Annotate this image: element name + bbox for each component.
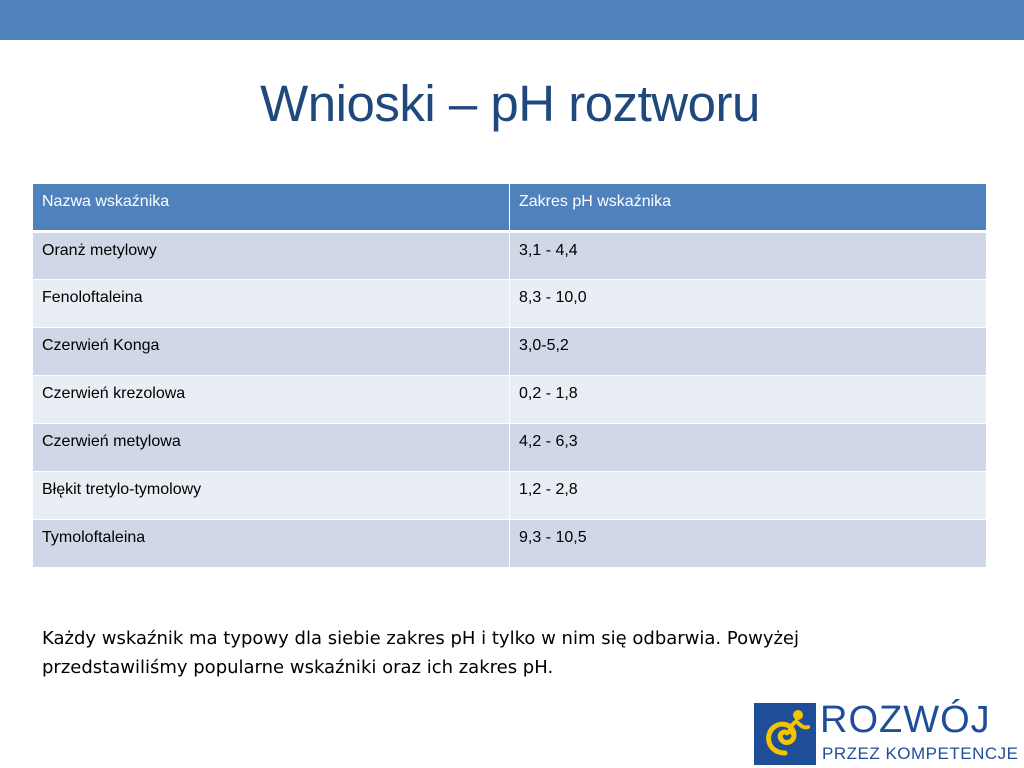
indicator-table-container xyxy=(32,183,986,568)
table-row xyxy=(33,472,987,520)
indicator-name-cell: Czerwień krezolowa xyxy=(33,376,510,424)
ph-range-cell: 3,0-5,2 xyxy=(510,328,987,376)
column-header-name: Nazwa wskaźnika xyxy=(33,184,510,232)
top-accent-bar xyxy=(0,0,1024,40)
rozwoj-logo xyxy=(754,698,1024,768)
logo-subtitle: PRZEZ KOMPETENCJE xyxy=(822,744,1019,763)
ph-range-cell: 3,1 - 4,4 xyxy=(510,232,987,280)
table-row xyxy=(33,328,987,376)
indicator-name-cell: Tymoloftaleina xyxy=(33,520,510,568)
table-row xyxy=(33,424,987,472)
ph-range-cell: 0,2 - 1,8 xyxy=(510,376,987,424)
table-row xyxy=(33,232,987,280)
ph-range-cell: 1,2 - 2,8 xyxy=(510,472,987,520)
indicator-table xyxy=(32,183,987,568)
column-header-range: Zakres pH wskaźnika xyxy=(510,184,987,232)
indicator-name-cell: Oranż metylowy xyxy=(33,232,510,280)
spiral-figure-logo-icon xyxy=(754,703,816,765)
table-header-row xyxy=(33,184,987,232)
indicator-name-cell: Fenoloftaleina xyxy=(33,280,510,328)
summary-paragraph: Każdy wskaźnik ma typowy dla siebie zakres pH i tylko w nim się odbarwia. Powyżej przedstawiliśmy popularne wskaźniki oraz ich zakres pH. xyxy=(42,628,800,678)
indicator-name-cell: Czerwień metylowa xyxy=(33,424,510,472)
slide-title: Wnioski – pH roztworu xyxy=(260,75,760,132)
ph-range-cell: 9,3 - 10,5 xyxy=(510,520,987,568)
indicator-name-cell: Czerwień Konga xyxy=(33,328,510,376)
table-row xyxy=(33,520,987,568)
indicator-name-cell: Błękit tretylo-tymolowy xyxy=(33,472,510,520)
ph-range-cell: 4,2 - 6,3 xyxy=(510,424,987,472)
table-row xyxy=(33,376,987,424)
table-row xyxy=(33,280,987,328)
ph-range-cell: 8,3 - 10,0 xyxy=(510,280,987,328)
logo-wordmark: ROZWÓJ xyxy=(820,699,991,741)
